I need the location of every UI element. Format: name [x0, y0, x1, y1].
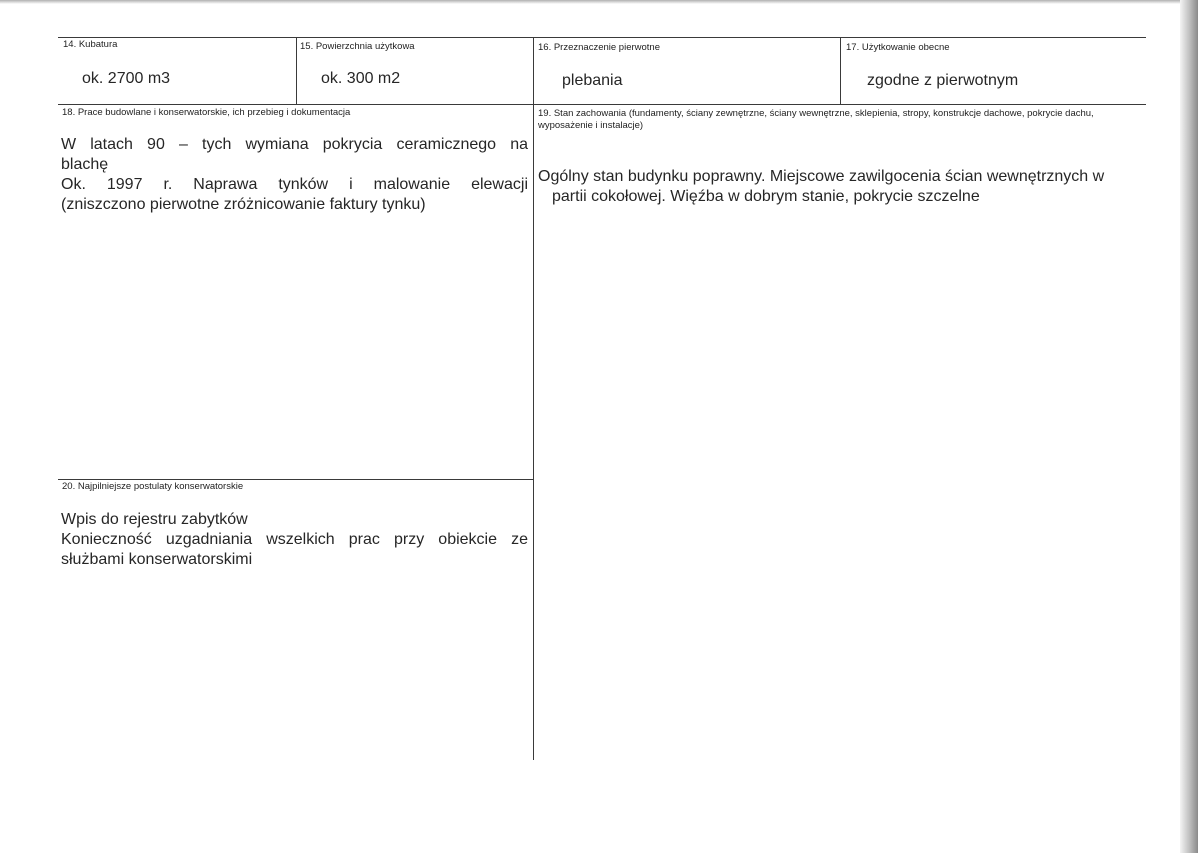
field-uzytkowanie-value: zgodne z pierwotnym: [867, 72, 1019, 89]
field-postulaty-line-1: Wpis do rejestru zabytków: [61, 511, 248, 528]
field-postulaty-line-3: służbami konserwatorskimi: [61, 551, 253, 568]
field-prace-line-4: (zniszczono pierwotne zróżnicowanie faktury tynku): [61, 196, 426, 213]
field-prace-line-3: Ok. 1997 r. Naprawa tynków i malowanie elewacji: [61, 176, 528, 193]
field-prace-line-1: W latach 90 – tych wymiana pokrycia ceramicznego na: [61, 136, 528, 153]
field-postulaty-text: [61, 510, 528, 570]
row-divider-line: [58, 104, 1146, 105]
field-postulaty-label: 20. Najpilniejsze postulaty konserwatorskie: [62, 481, 244, 492]
field-powierzchnia-value: ok. 300 m2: [321, 70, 401, 87]
field-prace-line-2: blachę: [61, 156, 109, 173]
field-prace-label: 18. Prace budowlane i konserwatorskie, ich przebieg i dokumentacja: [62, 107, 351, 118]
field-uzytkowanie-label: 17. Użytkowanie obecne: [846, 42, 950, 53]
field-stan-label: 19. Stan zachowania (fundamenty, ściany zewnętrzne, ściany wewnętrzne, sklepienia, stropy, konstrukcje dachowe, pokrycie dachu, wyposażenie i instalacje): [538, 108, 1094, 131]
field-stan-line-1: Ogólny stan budynku poprawny. Miejscowe zawilgocenia ścian wewnętrznych w: [538, 168, 1105, 185]
field-prace-text: [61, 135, 528, 215]
field-stan-line-2: partii cokołowej. Więźba w dobrym stanie, pokrycie szczelne: [552, 188, 980, 205]
field-stan-text: [538, 167, 1144, 207]
field-przeznaczenie-label: 16. Przeznaczenie pierwotne: [538, 42, 660, 53]
column-divider-1: [296, 37, 297, 105]
column-divider-2: [533, 37, 534, 760]
scan-right-edge: [1180, 0, 1198, 853]
field-postulaty-line-2: Konieczność uzgadniania wszelkich prac przy obiekcie ze: [61, 531, 528, 548]
section-20-divider-line: [58, 479, 533, 480]
scan-top-edge: [0, 0, 1198, 4]
field-kubatura-value: ok. 2700 m3: [82, 70, 171, 87]
field-kubatura-label: 14. Kubatura: [63, 39, 118, 50]
top-border-line: [58, 37, 1146, 38]
field-przeznaczenie-value: plebania: [562, 72, 623, 89]
column-divider-3: [840, 37, 841, 105]
field-powierzchnia-label: 15. Powierzchnia użytkowa: [300, 41, 415, 52]
